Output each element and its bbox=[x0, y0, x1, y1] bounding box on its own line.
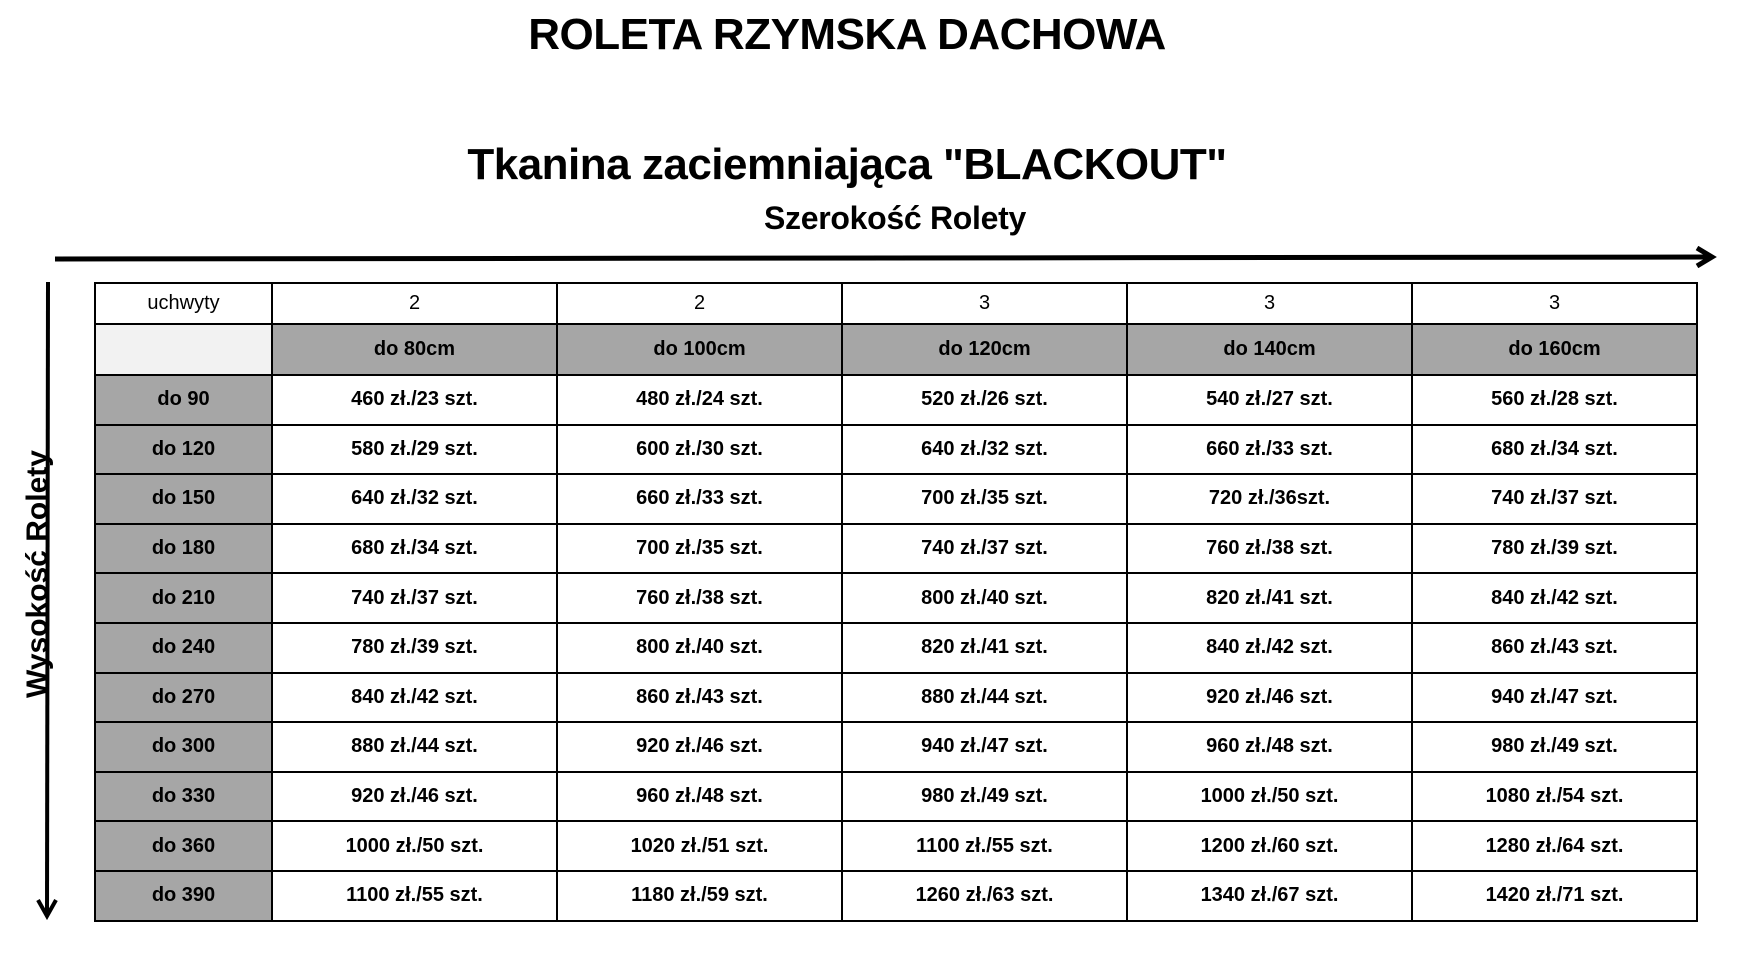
price-cell: 760 zł./38 szt. bbox=[1127, 524, 1412, 574]
height-header: do 180 bbox=[95, 524, 272, 574]
price-table bbox=[94, 282, 1698, 922]
table-row bbox=[95, 673, 1697, 723]
price-cell: 740 zł./37 szt. bbox=[272, 573, 557, 623]
price-cell: 720 zł./36szt. bbox=[1127, 474, 1412, 524]
price-cell: 540 zł./27 szt. bbox=[1127, 375, 1412, 425]
table-row bbox=[95, 375, 1697, 425]
height-header: do 300 bbox=[95, 722, 272, 772]
handles-count: 2 bbox=[557, 283, 842, 324]
price-cell: 640 zł./32 szt. bbox=[842, 425, 1127, 475]
price-cell: 1200 zł./60 szt. bbox=[1127, 821, 1412, 871]
table-row bbox=[95, 623, 1697, 673]
price-cell: 880 zł./44 szt. bbox=[842, 673, 1127, 723]
width-header: do 140cm bbox=[1127, 324, 1412, 375]
handles-count: 2 bbox=[272, 283, 557, 324]
height-header: do 240 bbox=[95, 623, 272, 673]
price-cell: 940 zł./47 szt. bbox=[1412, 673, 1697, 723]
price-cell: 1280 zł./64 szt. bbox=[1412, 821, 1697, 871]
price-cell: 980 zł./49 szt. bbox=[842, 772, 1127, 822]
corner-cell bbox=[95, 324, 272, 375]
height-header: do 270 bbox=[95, 673, 272, 723]
height-header: do 120 bbox=[95, 425, 272, 475]
height-axis-label: Wysokość Rolety bbox=[21, 450, 54, 698]
price-cell: 1000 zł./50 szt. bbox=[272, 821, 557, 871]
table-row bbox=[95, 474, 1697, 524]
price-cell: 840 zł./42 szt. bbox=[1412, 573, 1697, 623]
width-header: do 100cm bbox=[557, 324, 842, 375]
price-cell: 680 zł./34 szt. bbox=[1412, 425, 1697, 475]
price-cell: 760 zł./38 szt. bbox=[557, 573, 842, 623]
price-cell: 580 zł./29 szt. bbox=[272, 425, 557, 475]
price-cell: 1180 zł./59 szt. bbox=[557, 871, 842, 921]
page-title: ROLETA RZYMSKA DACHOWA bbox=[528, 10, 1166, 59]
height-header: do 150 bbox=[95, 474, 272, 524]
price-cell: 820 zł./41 szt. bbox=[1127, 573, 1412, 623]
table-row bbox=[95, 573, 1697, 623]
table-row bbox=[95, 871, 1697, 921]
price-cell: 1100 zł./55 szt. bbox=[842, 821, 1127, 871]
table-row bbox=[95, 524, 1697, 574]
price-cell: 840 zł./42 szt. bbox=[1127, 623, 1412, 673]
price-cell: 940 zł./47 szt. bbox=[842, 722, 1127, 772]
width-header-row bbox=[95, 324, 1697, 375]
width-header: do 120cm bbox=[842, 324, 1127, 375]
width-header: do 160cm bbox=[1412, 324, 1697, 375]
width-header: do 80cm bbox=[272, 324, 557, 375]
price-cell: 1000 zł./50 szt. bbox=[1127, 772, 1412, 822]
table-row bbox=[95, 821, 1697, 871]
width-axis-label: Szerokość Rolety bbox=[764, 200, 1026, 236]
price-cell: 780 zł./39 szt. bbox=[272, 623, 557, 673]
handles-count: 3 bbox=[1412, 283, 1697, 324]
handles-row bbox=[95, 283, 1697, 324]
table-row bbox=[95, 772, 1697, 822]
price-cell: 920 zł./46 szt. bbox=[1127, 673, 1412, 723]
price-cell: 960 zł./48 szt. bbox=[557, 772, 842, 822]
price-cell: 660 zł./33 szt. bbox=[1127, 425, 1412, 475]
height-header: do 360 bbox=[95, 821, 272, 871]
price-cell: 520 zł./26 szt. bbox=[842, 375, 1127, 425]
handles-count: 3 bbox=[842, 283, 1127, 324]
price-cell: 800 zł./40 szt. bbox=[557, 623, 842, 673]
price-cell: 700 zł./35 szt. bbox=[842, 474, 1127, 524]
price-cell: 780 zł./39 szt. bbox=[1412, 524, 1697, 574]
right-arrow-icon bbox=[52, 246, 1720, 268]
price-cell: 920 zł./46 szt. bbox=[557, 722, 842, 772]
price-cell: 820 zł./41 szt. bbox=[842, 623, 1127, 673]
price-cell: 1100 zł./55 szt. bbox=[272, 871, 557, 921]
price-cell: 1420 zł./71 szt. bbox=[1412, 871, 1697, 921]
price-cell: 600 zł./30 szt. bbox=[557, 425, 842, 475]
handles-label: uchwyty bbox=[95, 283, 272, 324]
price-cell: 660 zł./33 szt. bbox=[557, 474, 842, 524]
price-cell: 740 zł./37 szt. bbox=[1412, 474, 1697, 524]
price-cell: 700 zł./35 szt. bbox=[557, 524, 842, 574]
table-row bbox=[95, 425, 1697, 475]
height-header: do 90 bbox=[95, 375, 272, 425]
price-cell: 480 zł./24 szt. bbox=[557, 375, 842, 425]
table-row bbox=[95, 722, 1697, 772]
price-cell: 460 zł./23 szt. bbox=[272, 375, 557, 425]
price-cell: 640 zł./32 szt. bbox=[272, 474, 557, 524]
price-cell: 980 zł./49 szt. bbox=[1412, 722, 1697, 772]
price-cell: 880 zł./44 szt. bbox=[272, 722, 557, 772]
price-cell: 1260 zł./63 szt. bbox=[842, 871, 1127, 921]
price-cell: 860 zł./43 szt. bbox=[1412, 623, 1697, 673]
height-header: do 330 bbox=[95, 772, 272, 822]
price-cell: 740 zł./37 szt. bbox=[842, 524, 1127, 574]
price-cell: 560 zł./28 szt. bbox=[1412, 375, 1697, 425]
height-header: do 390 bbox=[95, 871, 272, 921]
price-cell: 800 zł./40 szt. bbox=[842, 573, 1127, 623]
price-cell: 1080 zł./54 szt. bbox=[1412, 772, 1697, 822]
price-cell: 960 zł./48 szt. bbox=[1127, 722, 1412, 772]
price-cell: 1020 zł./51 szt. bbox=[557, 821, 842, 871]
price-cell: 1340 zł./67 szt. bbox=[1127, 871, 1412, 921]
price-cell: 920 zł./46 szt. bbox=[272, 772, 557, 822]
page-subtitle: Tkanina zaciemniająca "BLACKOUT" bbox=[467, 140, 1227, 189]
price-cell: 680 zł./34 szt. bbox=[272, 524, 557, 574]
price-cell: 860 zł./43 szt. bbox=[557, 673, 842, 723]
height-header: do 210 bbox=[95, 573, 272, 623]
handles-count: 3 bbox=[1127, 283, 1412, 324]
price-cell: 840 zł./42 szt. bbox=[272, 673, 557, 723]
